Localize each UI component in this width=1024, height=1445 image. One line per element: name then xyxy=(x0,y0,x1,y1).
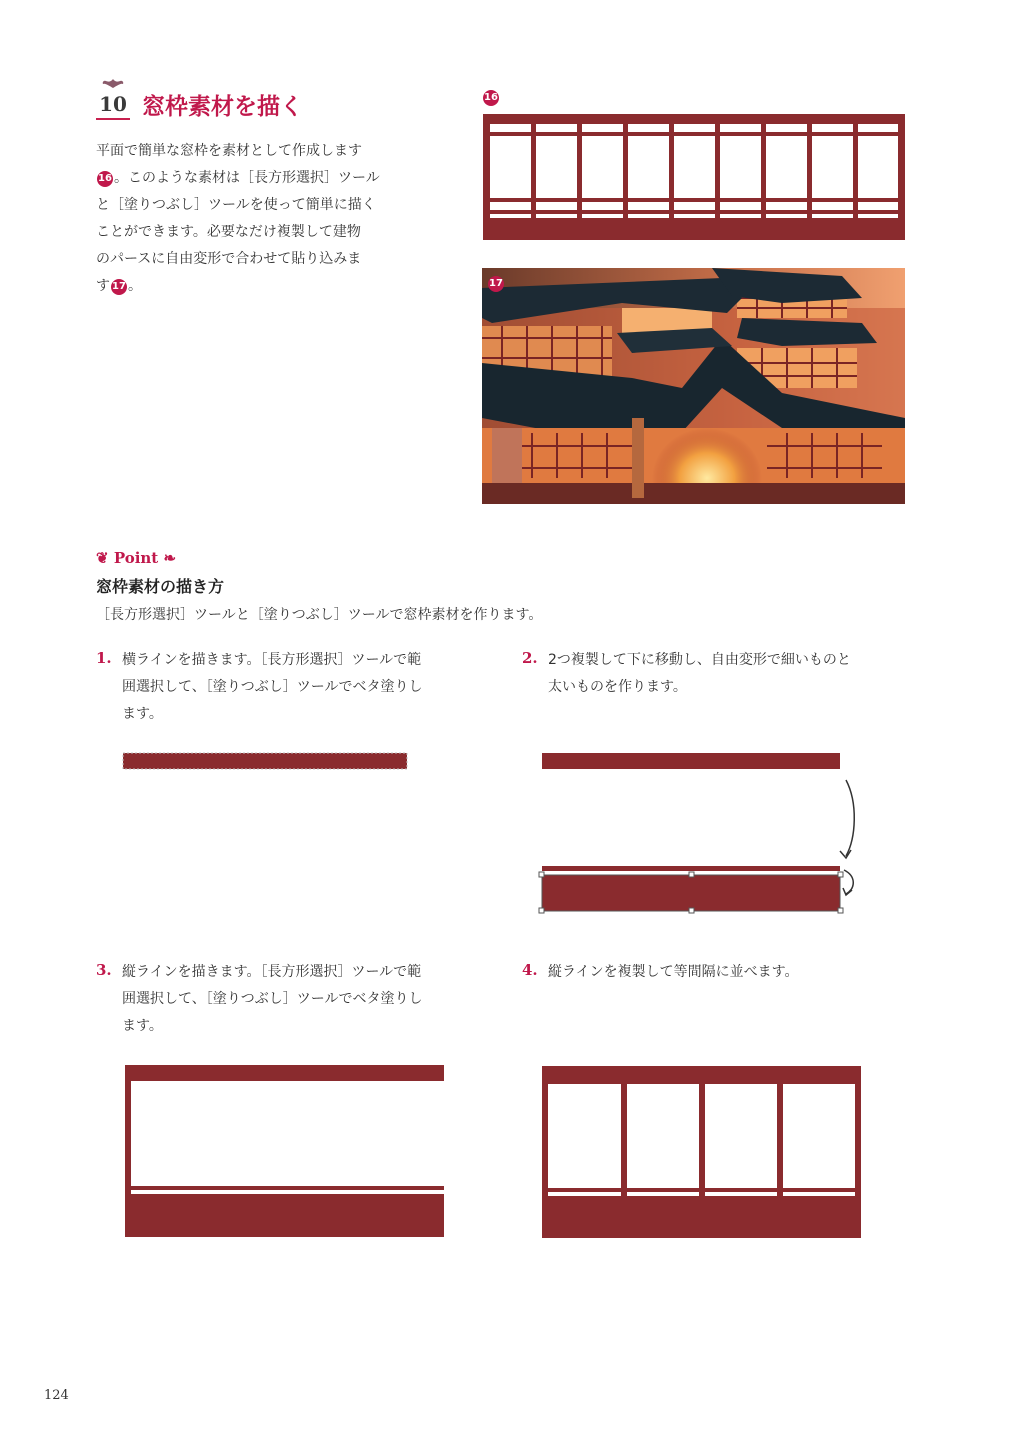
step-4-number: 4. xyxy=(522,961,538,979)
intro-line: 。 xyxy=(128,278,142,294)
step-2-duplicate-lines-figure xyxy=(538,748,868,920)
step-1-horizontal-line-figure xyxy=(122,752,408,772)
intro-line: と［塗りつぶし］ツールを使って簡単に描く xyxy=(96,197,376,213)
section-number-underline xyxy=(96,118,130,120)
point-right-ornament-icon: ❧ xyxy=(163,549,177,567)
step-3-number: 3. xyxy=(96,961,112,979)
step-2-number: 2. xyxy=(522,649,538,667)
intro-line: 。このような素材は［長方形選択］ツール xyxy=(114,170,380,186)
point-label xyxy=(96,549,176,567)
step-2-text: 2つ複製して下に移動し、自由変形で細いものと 太いものを作ります。 xyxy=(548,652,851,695)
section-number: 10 xyxy=(99,92,127,116)
step-3-vertical-line-figure xyxy=(125,1065,445,1237)
step-1-text: 横ラインを描きます。［長方形選択］ツールで範 囲選択して、［塗りつぶし］ツールでベタ塗りし ます。 xyxy=(122,652,423,722)
heading-ornament-icon xyxy=(100,78,126,90)
intro-line: す xyxy=(96,278,110,294)
intro-paragraph xyxy=(96,138,426,300)
section-title: 窓枠素材を描く xyxy=(142,94,303,120)
figure-ref-badge: 16 xyxy=(97,171,113,187)
page-number: 124 xyxy=(44,1388,69,1403)
step-4-text: 縦ラインを複製して等間隔に並べます。 xyxy=(548,964,799,980)
step-4-repeated-lines-figure xyxy=(542,1066,862,1238)
figure-17-badge: 17 xyxy=(488,276,504,292)
step-3-text: 縦ラインを描きます。［長方形選択］ツールで範 囲選択して、［塗りつぶし］ツールでベタ塗りし ます。 xyxy=(122,964,423,1034)
figure-17-building-render xyxy=(482,268,905,504)
intro-line: のパースに自由変形で合わせて貼り込みま xyxy=(96,251,362,267)
figure-ref-badge: 17 xyxy=(111,279,127,295)
step-1-number: 1. xyxy=(96,649,112,667)
intro-line: ことができます。必要なだけ複製して建物 xyxy=(96,224,361,240)
figure-16-window-frame xyxy=(483,114,905,240)
figure-16-badge: 16 xyxy=(483,90,499,106)
point-description: ［長方形選択］ツールと［塗りつぶし］ツールで窓枠素材を作ります。 xyxy=(96,607,543,623)
intro-line: 平面で簡単な窓枠を素材として作成します xyxy=(96,143,362,159)
point-label-text: Point xyxy=(113,549,159,567)
point-title: 窓枠素材の描き方 xyxy=(96,577,225,596)
point-left-ornament-icon: ❦ xyxy=(96,549,109,567)
